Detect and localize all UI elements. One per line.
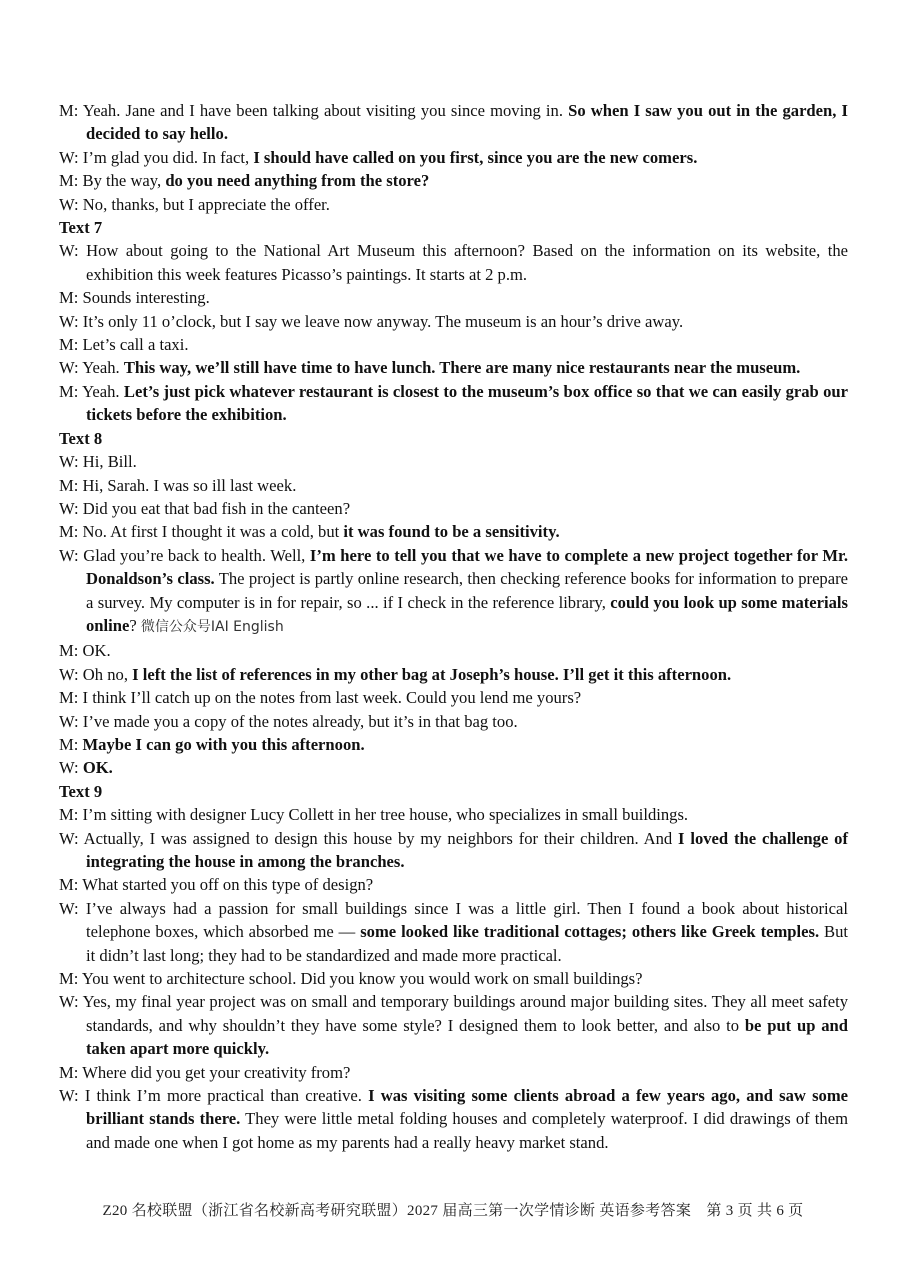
line-text: W: I’m glad you did. In fact, — [59, 147, 254, 167]
answer-highlight: I left the list of references in my other bag at Joseph’s house. I’ll get it this afternoon. — [132, 664, 732, 684]
line-text: The project is partly online research, then checking reference books for information to prepare a survey. My computer is in for repair, so ... if I check in the reference library, — [86, 569, 848, 612]
line-text: M: Where did you get your creativity from? — [59, 1062, 351, 1082]
dialogue-line — [59, 380, 848, 427]
line-text: W: I think I’m more practical than creative. — [59, 1086, 369, 1106]
line-text: W: Oh no, — [59, 664, 133, 684]
answer-highlight: I should have called on you first, since you are the new comers. — [253, 147, 698, 167]
line-text: They were little metal folding houses and completely waterproof. I did drawings of them and made one when I got home as my parents had a really heavy market stand. — [86, 1109, 848, 1152]
line-text: M: Sounds interesting. — [59, 288, 210, 308]
line-text: W: I’ve made you a copy of the notes already, but it’s in that bag too. — [59, 711, 518, 731]
answer-highlight: Let’s just pick whatever restaurant is closest to the museum’s box office so that we can easily grab our tickets before the exhibition. — [86, 381, 848, 425]
dialogue-line — [59, 310, 848, 333]
dialogue-line — [59, 356, 848, 379]
watermark-text: 微信公众号IAI English — [140, 618, 284, 635]
dialogue-line — [59, 333, 848, 356]
answer-highlight: be put up and taken apart more quickly. — [86, 1015, 848, 1059]
line-text: M: Yeah. — [59, 381, 124, 401]
line-text: W: — [59, 758, 83, 778]
dialogue-line — [59, 873, 848, 896]
answer-highlight: This way, we’ll still have time to have lunch. There are many nice restaurants near the museum. — [123, 358, 801, 378]
dialogue-line — [59, 544, 848, 640]
line-text: W: Hi, Bill. — [59, 452, 137, 472]
line-text: M: OK. — [59, 641, 111, 661]
line-text: M: — [59, 734, 83, 754]
section-heading — [59, 427, 848, 450]
line-text: M: I’m sitting with designer Lucy Collett in her tree house, who specializes in small buildings. — [59, 805, 689, 825]
dialogue-line — [59, 639, 848, 662]
answer-highlight: Text 7 — [59, 218, 103, 238]
line-text: W: Yes, my final year project was on small and temporary buildings around major building sites. They all meet safety standards, and why shouldn’t they have some style? I designed them to look better, and also to — [59, 992, 848, 1035]
line-text: W: It’s only 11 o’clock, but I say we leave now anyway. The museum is an hour’s drive away. — [59, 311, 684, 331]
line-text: W: Glad you’re back to health. Well, — [59, 545, 310, 565]
line-text: W: How about going to the National Art Museum this afternoon? Based on the information on its website, the exhibition this week features Picasso’s paintings. It starts at 2 p.m. — [59, 241, 848, 284]
dialogue-line — [59, 897, 848, 967]
line-text: M: What started you off on this type of design? — [59, 875, 374, 895]
line-text: W: No, thanks, but I appreciate the offer. — [59, 194, 330, 214]
line-text: M: By the way, — [59, 171, 166, 191]
dialogue-line — [59, 990, 848, 1060]
line-text: M: You went to architecture school. Did you know you would work on small buildings? — [59, 969, 643, 989]
dialogue-line — [59, 99, 848, 146]
answer-highlight: Text 8 — [59, 428, 103, 448]
dialogue-line — [59, 1061, 848, 1084]
line-text: W: Actually, I was assigned to design this house by my neighbors for their children. And — [59, 828, 679, 848]
dialogue-line — [59, 756, 848, 779]
dialogue-line — [59, 686, 848, 709]
section-heading — [59, 780, 848, 803]
dialogue-line — [59, 474, 848, 497]
line-text: M: I think I’ll catch up on the notes from last week. Could you lend me yours? — [59, 688, 582, 708]
dialogue-line — [59, 827, 848, 874]
answer-highlight: So when I saw you out in the garden, I decided to say hello. — [86, 101, 848, 144]
answer-highlight: Maybe I can go with you this afternoon. — [82, 734, 365, 754]
line-text: M: No. At first I thought it was a cold, but — [59, 522, 344, 542]
transcript-body — [59, 99, 848, 1154]
line-text: W: Did you eat that bad fish in the canteen? — [59, 498, 351, 518]
dialogue-line — [59, 803, 848, 826]
line-text: M: Hi, Sarah. I was so ill last week. — [59, 475, 297, 495]
dialogue-line — [59, 967, 848, 990]
dialogue-line — [59, 193, 848, 216]
dialogue-line — [59, 520, 848, 543]
dialogue-line — [59, 733, 848, 756]
line-text: M: Let’s call a taxi. — [59, 335, 189, 355]
dialogue-line — [59, 710, 848, 733]
dialogue-line — [59, 1084, 848, 1154]
dialogue-line — [59, 450, 848, 473]
dialogue-line — [59, 169, 848, 192]
dialogue-line — [59, 663, 848, 686]
answer-highlight: I loved the challenge of integrating the house in among the branches. — [86, 828, 848, 871]
page-footer: Z20 名校联盟（浙江省名校新高考研究联盟）2027 届高三第一次学情诊断 英语参考答案 第 3 页 共 6 页 — [102, 1203, 804, 1219]
dialogue-line — [59, 286, 848, 309]
line-text: W: Yeah. — [59, 358, 124, 378]
line-text: W: I’ve always had a passion for small buildings since I was a little girl. Then I found a book about historical telephone boxes, which absorbed me — — [59, 898, 848, 942]
answer-highlight: do you need anything from the store? — [165, 171, 430, 191]
answer-highlight: it was found to be a sensitivity. — [343, 522, 560, 542]
answer-highlight: OK. — [82, 758, 113, 778]
answer-highlight: some looked like traditional cottages; others like Greek temples. — [360, 922, 820, 942]
line-text: M: Yeah. Jane and I have been talking about visiting you since moving in. — [59, 101, 569, 120]
dialogue-line — [59, 497, 848, 520]
answer-highlight: I’m here to tell you that we have to complete a new project together for Mr. Donaldson’s class. — [86, 545, 848, 589]
answer-highlight: I was visiting some clients abroad a few years ago, and saw some brilliant stands there. — [86, 1086, 849, 1129]
answer-highlight: Text 9 — [59, 781, 103, 801]
line-text: ? — [129, 615, 141, 635]
section-heading — [59, 216, 848, 239]
dialogue-line — [59, 146, 848, 169]
line-text: But it didn’t last long; they had to be standardized and made more practical. — [86, 922, 849, 965]
dialogue-line — [59, 239, 848, 286]
answer-highlight: could you look up some materials online — [86, 592, 848, 635]
